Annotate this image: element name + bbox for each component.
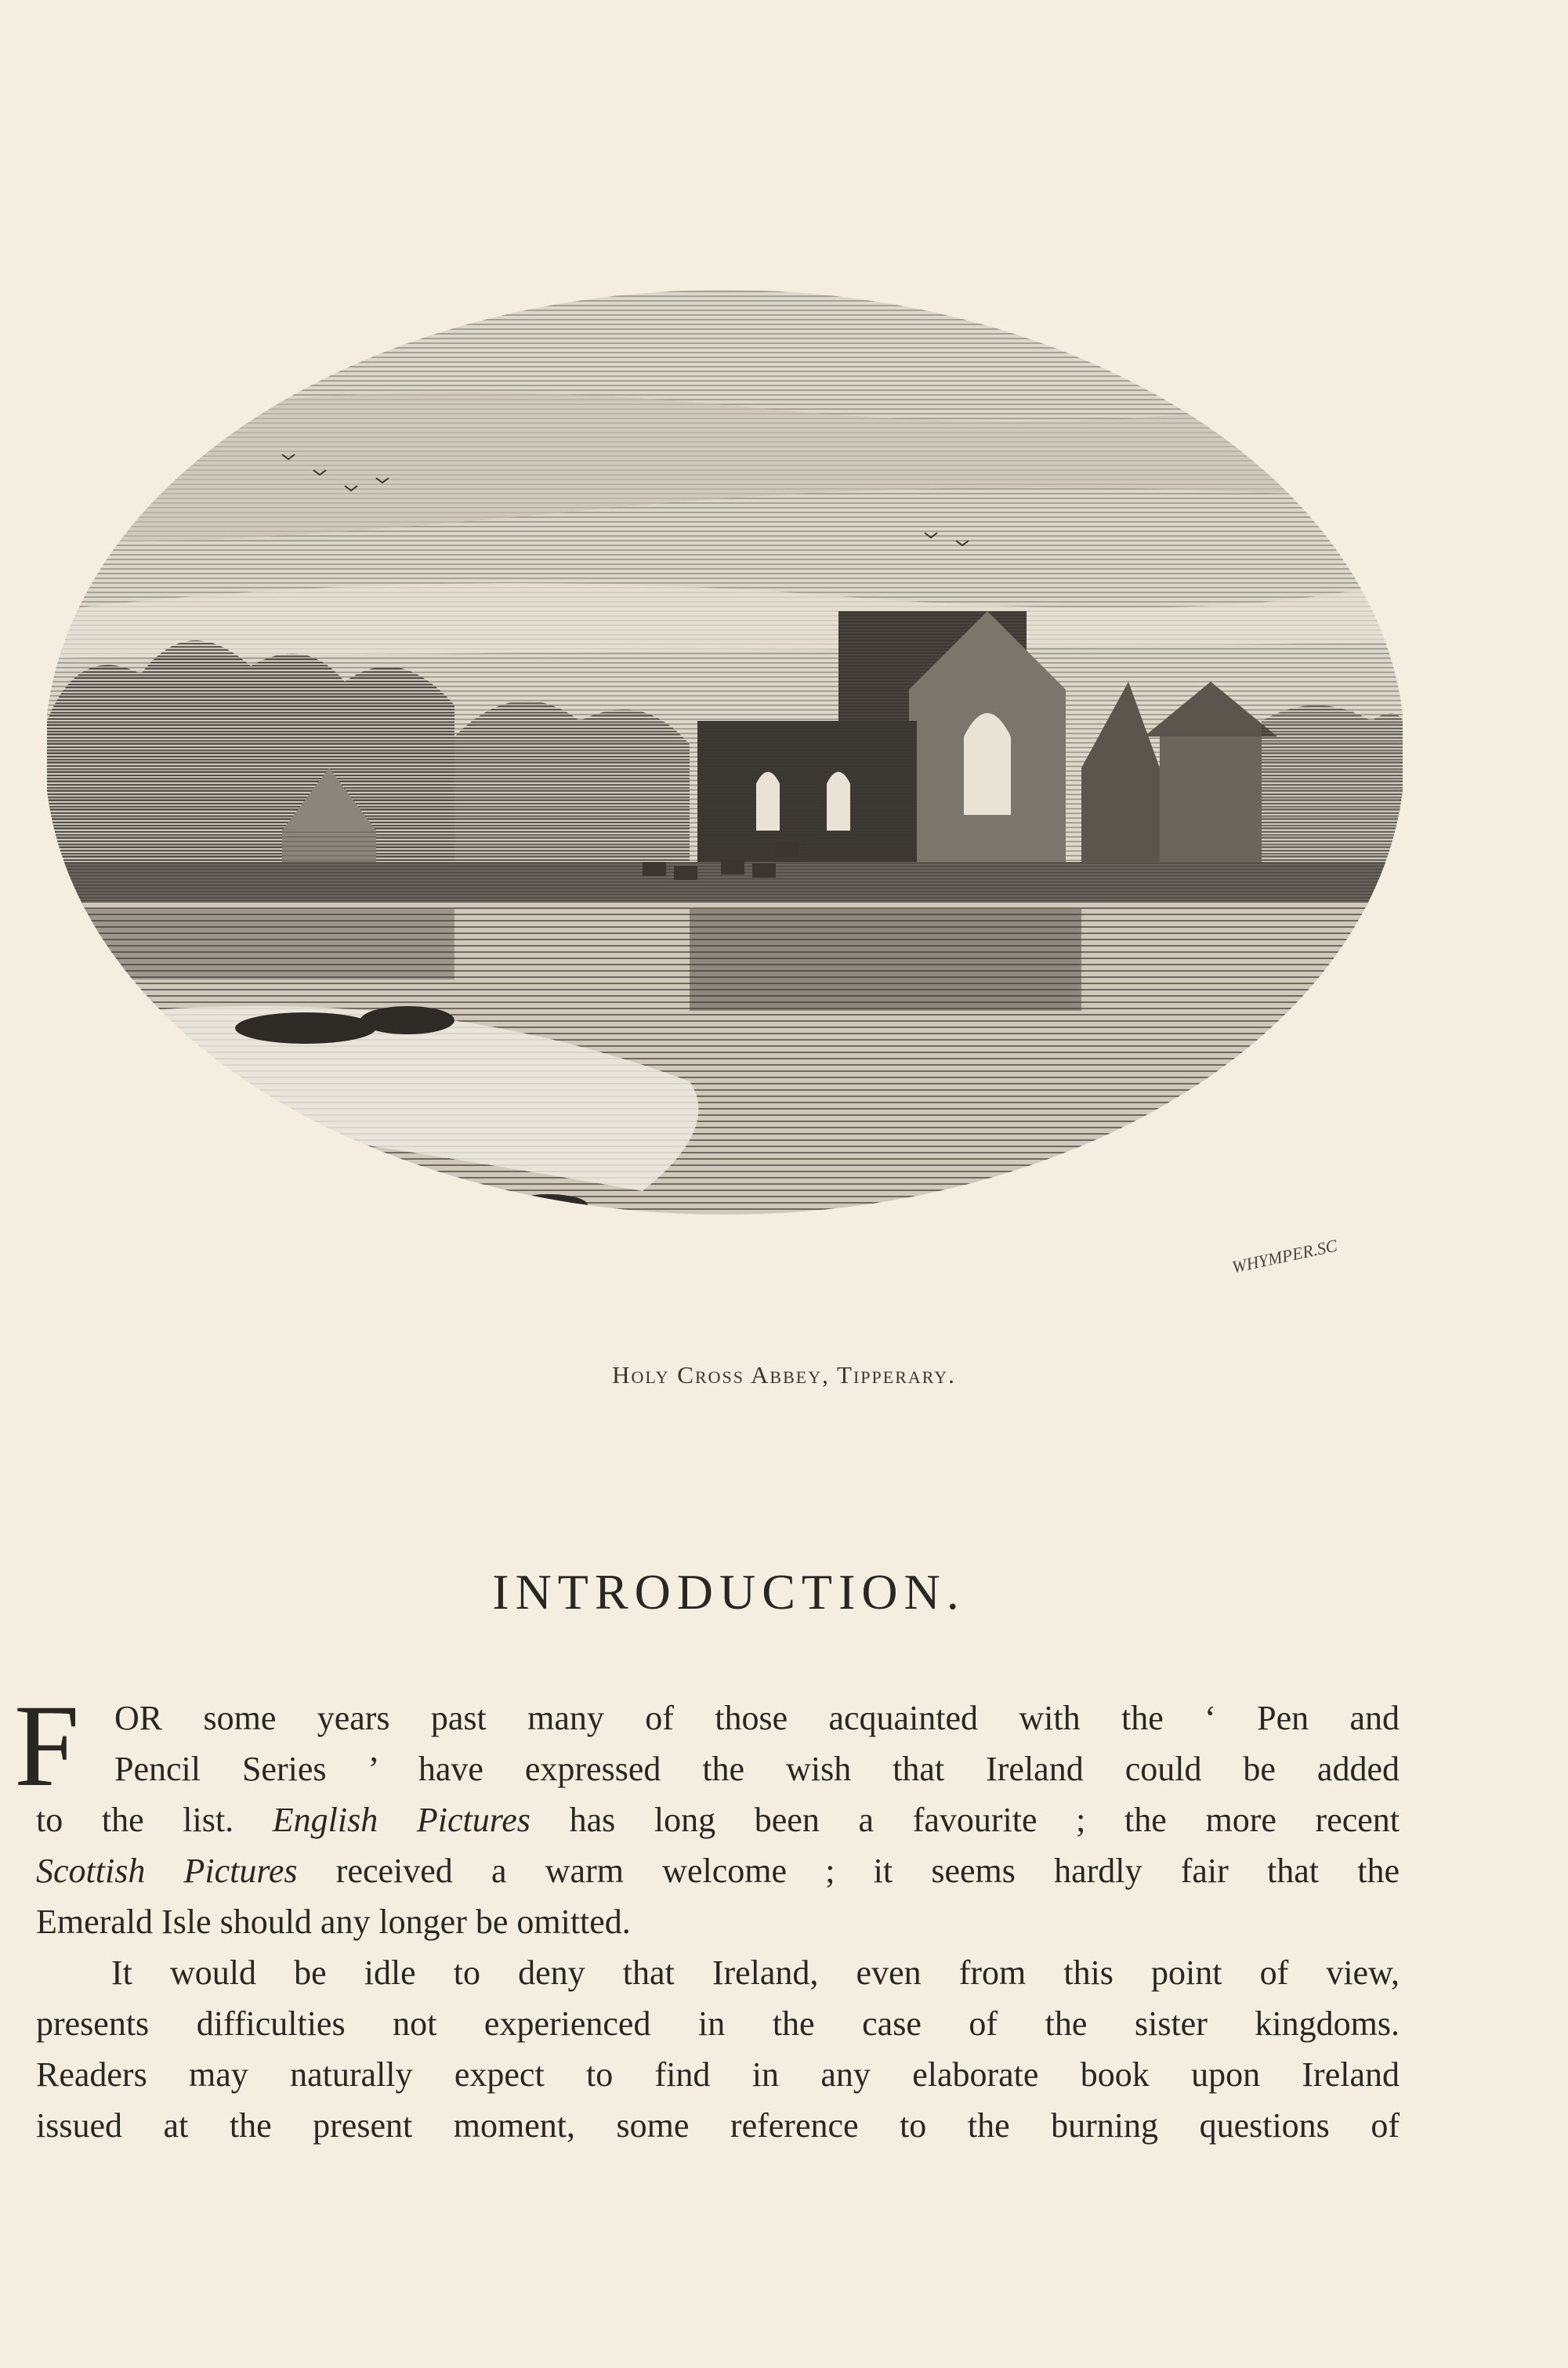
paragraph2-line4: issued at the present moment, some reference to the burning questions of [36,2106,1400,2145]
paragraph1-line3: to the list. English Pictures has long been a favourite ; the more recent [36,1801,1400,1839]
engraver-signature: WHYMPER.SC [1230,1235,1339,1277]
paragraph2-line2: presents difficulties not experienced in the case of the sister kingdoms. [36,2004,1400,2043]
paragraph2-line3: Readers may naturally expect to find in any elaborate book upon Ireland [36,2055,1400,2094]
paragraph1-line4: Scottish Pictures received a warm welcome ; it seems hardly fair that the [36,1852,1400,1890]
paragraph1-line2: Pencil Series ’ have expressed the wish that Ireland could be added [114,1750,1400,1788]
drop-cap-letter: F [14,1681,80,1811]
chapter-heading: INTRODUCTION. [492,1564,965,1620]
body-text [36,1693,1400,2151]
illustration-caption: Holy Cross Abbey, Tipperary. [612,1361,956,1389]
paragraph2-line1: It would be idle to deny that Ireland, even from this point of view, [111,1953,1400,1992]
holy-cross-abbey-engraving [47,172,1403,1332]
paragraph1-line5: Emerald Isle should any longer be omitted. [36,1903,631,1941]
paragraph1-line1: OR some years past many of those acquainted with the ‘ Pen and [114,1699,1400,1737]
